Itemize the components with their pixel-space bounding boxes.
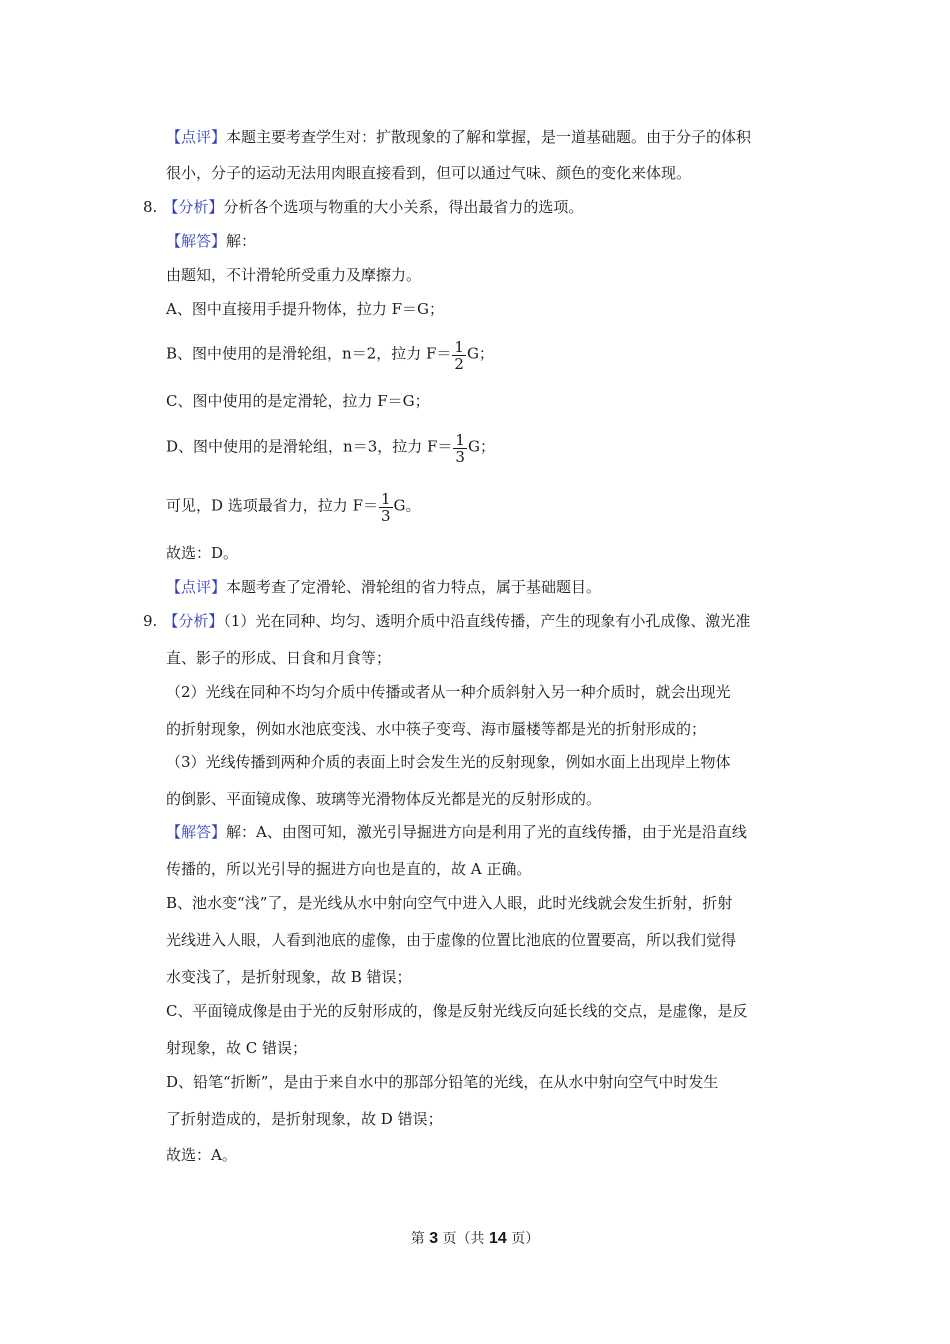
q8-option-c: C、图中使用的是定滑轮，拉力 F＝G； [166,392,430,410]
q7-comment-line-1 [166,127,751,149]
page-number: 3 [429,1230,439,1247]
q9-solution-line-1 [166,822,747,844]
q9-analysis-line-3: （2）光线在同种不均匀介质中传播或者从一种介质斜射入另一种介质时，就会出现光 [166,683,731,701]
q9-analysis-text: （1）光在同种、均匀、透明介质中沿直线传播，产生的现象有小孔成像、激光准 [223,612,751,630]
q9-option-b-line-3: 水变浅了，是折射现象，故 B 错误； [166,968,412,986]
q8-option-d-suffix: G； [467,437,495,456]
q8-solution-intro: 解： [226,232,257,250]
fraction-one-third [453,432,467,465]
fraction-denominator: 3 [455,448,465,466]
page-footer [0,1229,950,1249]
q8-comment-text: 本题考查了定滑轮、滑轮组的省力特点，属于基础题目。 [226,578,602,596]
q9-analysis-line-6: 的倒影、平面镜成像、玻璃等光滑物体反光都是光的反射形成的。 [166,790,602,808]
q9-analysis-line-4: 的折射现象，例如水池底变浅、水中筷子变弯、海市蜃楼等都是光的折射形成的； [166,720,707,738]
q8-conclusion-suffix: G。 [393,496,421,515]
q9-option-c-line-1: C、平面镜成像是由于光的反射形成的，像是反射光线反向延长线的交点，是虚像，是反 [166,1002,748,1020]
q8-conclusion [166,490,421,528]
q8-comment-line [166,577,601,599]
q8-option-d-text: D、图中使用的是滑轮组，n＝3，拉力 F＝ [166,437,453,456]
q9-number: 9. [143,612,158,630]
q8-answer: 故选：D。 [166,544,239,562]
q8-number: 8. [143,198,158,216]
fraction-numerator: 1 [454,338,464,356]
q9-option-b-line-2: 光线进入人眼，人看到池底的虚像，由于虚像的位置比池底的位置要高，所以我们觉得 [166,931,737,949]
fraction-denominator: 3 [380,507,391,525]
comment-tag: 【点评】 [166,128,227,146]
q9-option-d-line-1: D、铅笔“折断”，是由于来自水中的那部分铅笔的光线，在从水中射向空气中时发生 [166,1073,719,1091]
footer-prefix: 第 [410,1231,430,1247]
analysis-tag: 【分析】 [163,198,224,216]
fraction-one-half [452,339,466,372]
footer-middle: 页（共 [438,1231,489,1247]
q8-option-b-suffix: G； [466,344,494,363]
q7-comment-line-2: 很小，分子的运动无法用肉眼直接看到，但可以通过气味、颜色的变化来体现。 [166,164,692,182]
fraction-numerator: 1 [455,431,465,449]
q8-analysis-line [143,197,583,219]
q8-solution-line [166,231,256,253]
q8-option-b-text: B、图中使用的是滑轮组，n＝2，拉力 F＝ [166,344,452,363]
q9-option-b-line-1: B、池水变“浅”了，是光线从水中射向空气中进入人眼，此时光线就会发生折射，折射 [166,894,733,912]
solution-tag: 【解答】 [166,823,227,841]
q9-analysis-line-5: （3）光线传播到两种介质的表面上时会发生光的反射现象，例如水面上出现岸上物体 [166,753,731,771]
q9-solution-text: 解：A、由图可知，激光引导掘进方向是利用了光的直线传播，由于光是沿直线 [226,823,747,841]
q8-conclusion-text: 可见，D 选项最省力，拉力 F＝ [166,496,378,515]
q9-solution-line-2: 传播的，所以光引导的掘进方向也是直的，故 A 正确。 [166,860,532,878]
solution-tag: 【解答】 [166,232,227,250]
q8-option-d [166,431,495,469]
analysis-tag: 【分析】 [163,612,224,630]
q7-comment-text: 本题主要考查学生对：扩散现象的了解和掌握，是一道基础题。由于分子的体积 [226,128,752,146]
q9-analysis-line-1 [143,611,750,633]
q8-given: 由题知，不计滑轮所受重力及摩擦力。 [166,266,422,284]
comment-tag: 【点评】 [166,578,227,596]
q9-analysis-line-2: 直、影子的形成、日食和月食等； [166,649,392,667]
q9-option-d-line-2: 了折射造成的，是折射现象，故 D 错误； [166,1110,443,1128]
footer-suffix: 页） [506,1231,540,1247]
q9-option-c-line-2: 射现象，故 C 错误； [166,1039,308,1057]
q8-option-a: A、图中直接用手提升物体，拉力 F＝G； [166,300,444,318]
fraction-numerator: 1 [380,490,391,508]
page-total: 14 [489,1230,507,1247]
q8-analysis-text: 分析各个选项与物重的大小关系，得出最省力的选项。 [223,198,584,216]
q8-option-b [166,338,494,376]
q9-answer: 故选：A。 [166,1146,237,1164]
fraction-denominator: 2 [454,355,464,373]
fraction-one-third [379,491,393,524]
